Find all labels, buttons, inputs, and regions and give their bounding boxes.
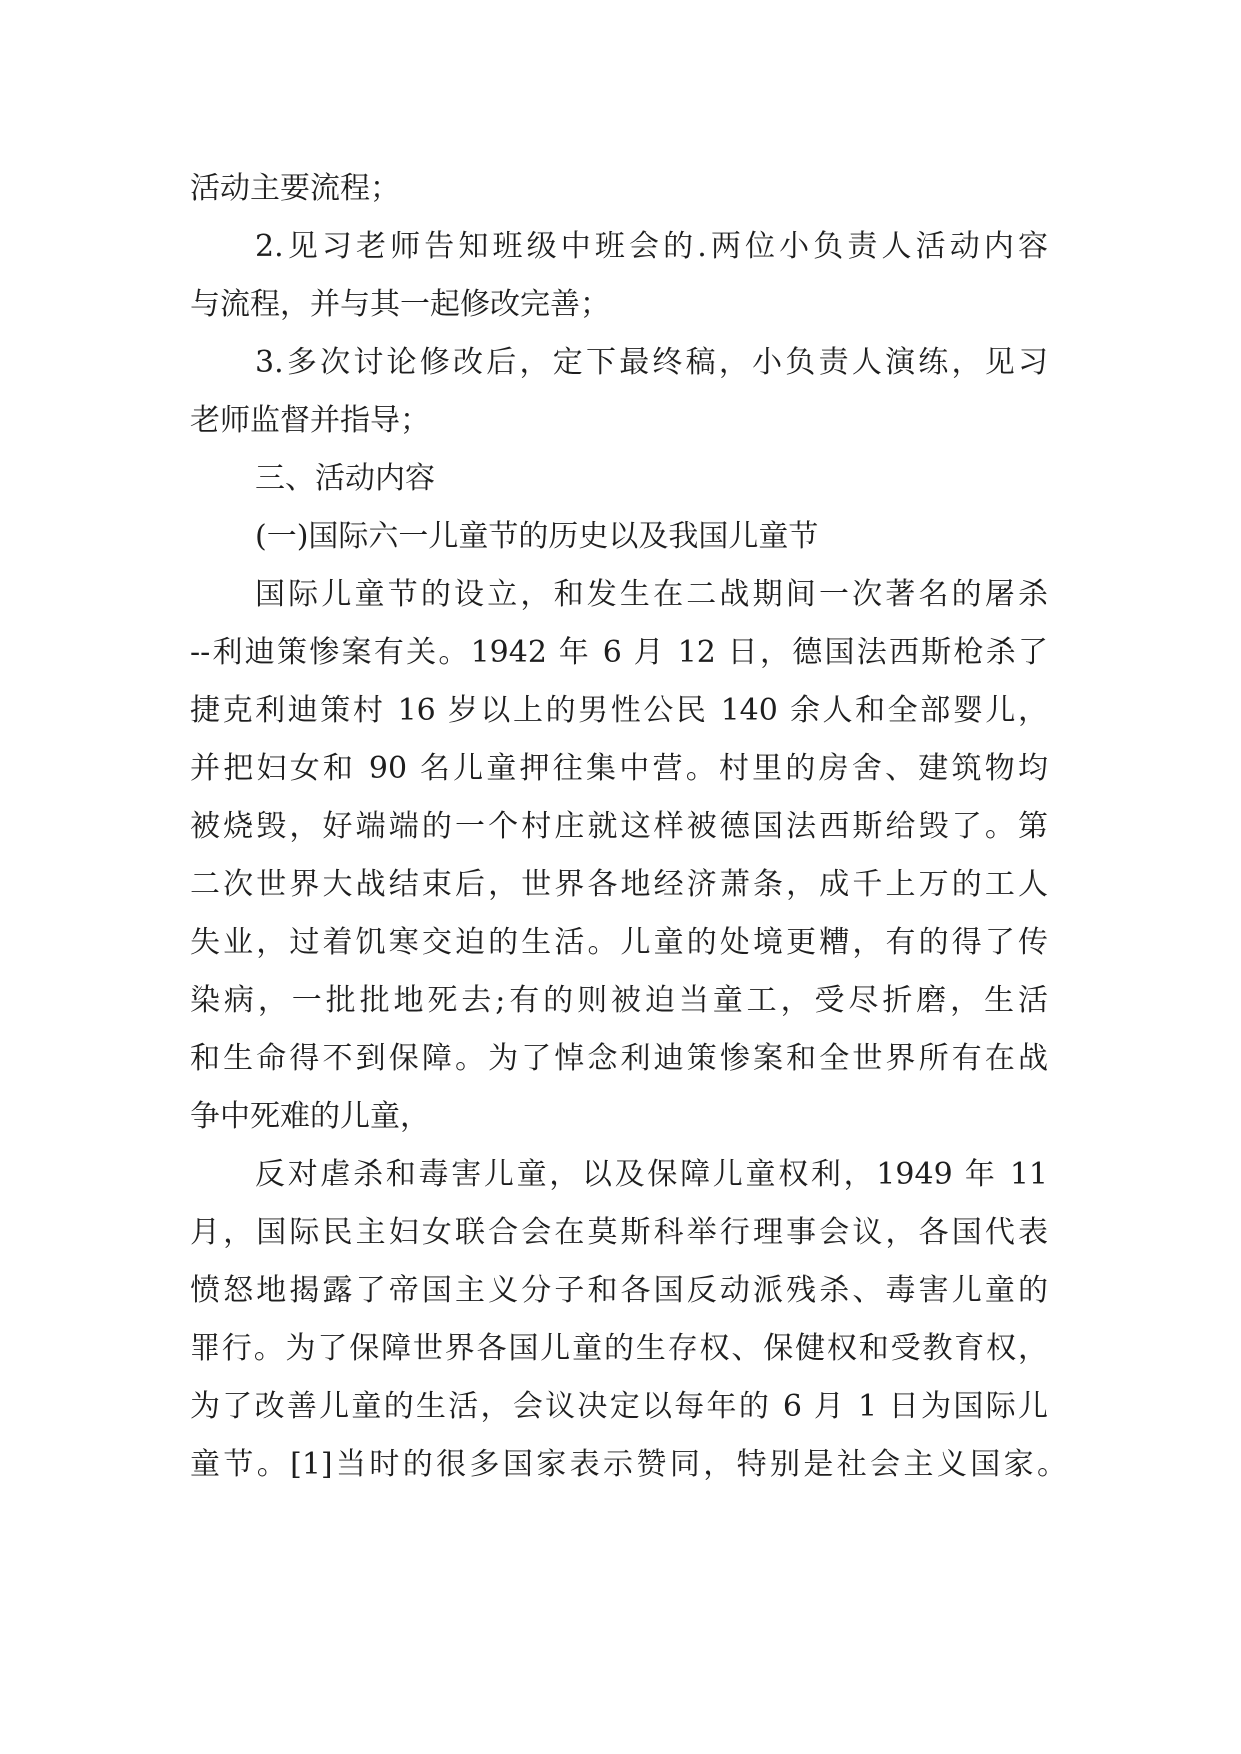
text-line: 染病，一批批地死去;有的则被迫当童工，受尽折磨，生活: [190, 983, 1048, 1018]
text-line: (一)国际六一儿童节的历史以及我国儿童节: [255, 519, 819, 554]
text-line: 童节。[1]当时的很多国家表示赞同，特别是社会主义国家。: [190, 1447, 1067, 1482]
text-line: 被烧毁，好端端的一个村庄就这样被德国法西斯给毁了。第: [190, 809, 1048, 844]
paragraph: [190, 334, 1067, 450]
text-line: 国际儿童节的设立，和发生在二战期间一次著名的屠杀: [255, 577, 1048, 612]
text-line: --利迪策惨案有关。1942 年 6 月 12 日，德国法西斯枪杀了: [190, 635, 1048, 670]
text-line: 2.见习老师告知班级中班会的.两位小负责人活动内容: [255, 229, 1048, 264]
subsection-heading: [190, 508, 1067, 566]
text-line: 3.多次讨论修改后，定下最终稿，小负责人演练，见习: [255, 345, 1048, 380]
text-line: 活动主要流程；: [190, 171, 400, 206]
text-line: 三、活动内容: [255, 461, 435, 496]
text-line: 捷克利迪策村 16 岁以上的男性公民 140 余人和全部婴儿，: [190, 693, 1048, 728]
text-line: 并把妇女和 90 名儿童押往集中营。村里的房舍、建筑物均: [190, 751, 1048, 786]
text-line: 反对虐杀和毒害儿童，以及保障儿童权利，1949 年 11: [255, 1157, 1048, 1192]
text-line: 争中死难的儿童，: [190, 1099, 430, 1134]
text-line: 失业，过着饥寒交迫的生活。儿童的处境更糟，有的得了传: [190, 925, 1048, 960]
text-line: 与流程，并与其一起修改完善；: [190, 287, 610, 322]
text-line: 愤怒地揭露了帝国主义分子和各国反动派残杀、毒害儿童的: [190, 1273, 1048, 1308]
section-heading: [190, 450, 1067, 508]
paragraph: [190, 218, 1067, 334]
document-body: [190, 160, 1067, 1494]
paragraph: [190, 160, 1067, 218]
text-line: 老师监督并指导；: [190, 403, 430, 438]
text-line: 月，国际民主妇女联合会在莫斯科举行理事会议，各国代表: [190, 1215, 1048, 1250]
text-line: 和生命得不到保障。为了悼念利迪策惨案和全世界所有在战: [190, 1041, 1048, 1076]
text-line: 罪行。为了保障世界各国儿童的生存权、保健权和受教育权，: [190, 1331, 1048, 1366]
paragraph: [190, 566, 1067, 1146]
text-line: 为了改善儿童的生活，会议决定以每年的 6 月 1 日为国际儿: [190, 1389, 1048, 1424]
text-line: 二次世界大战结束后，世界各地经济萧条，成千上万的工人: [190, 867, 1048, 902]
paragraph: [190, 1146, 1067, 1494]
